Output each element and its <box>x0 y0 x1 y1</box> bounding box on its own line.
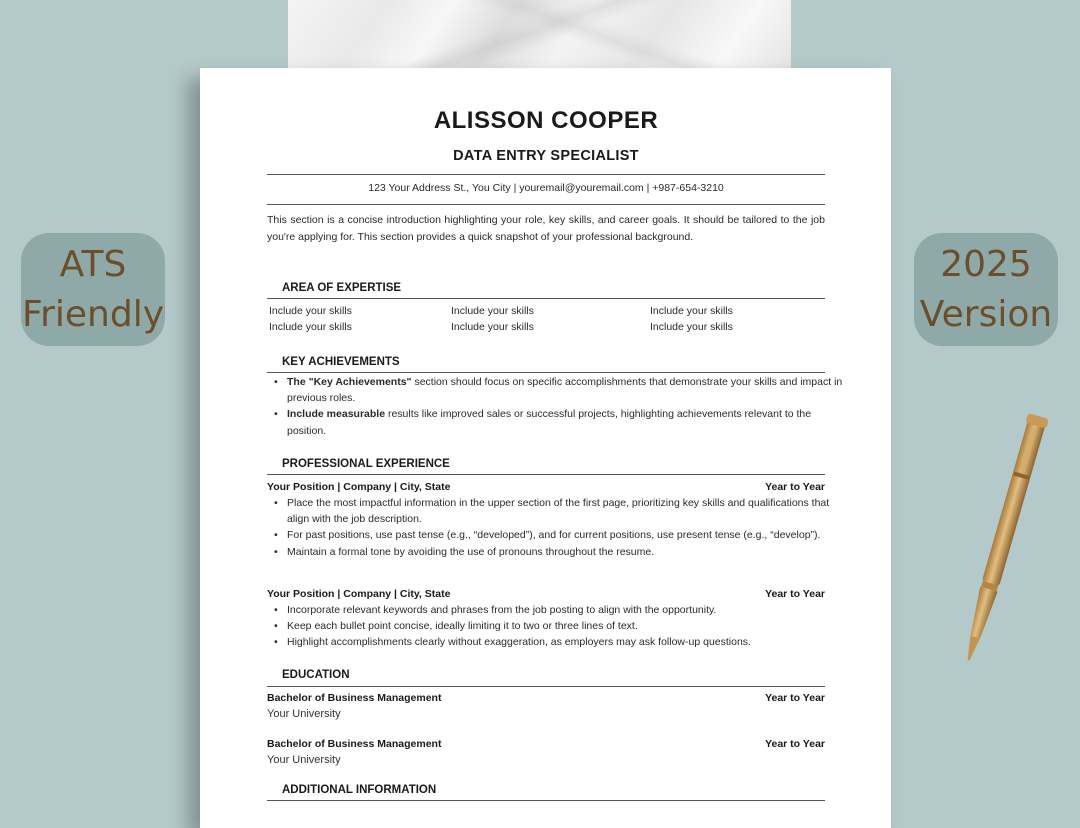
school: Your University <box>267 708 341 720</box>
section-heading-achievements: KEY ACHIEVEMENTS <box>282 356 400 368</box>
skill-item: Include your skills <box>650 305 733 317</box>
bullet-text: results like improved sales or successful projects, highlighting achievements relevant to the position. <box>287 408 812 437</box>
list-item: • Highlight accomplishments clearly without exaggeration, as employers may ask follow-up questions. <box>287 634 845 650</box>
section-heading-expertise: AREA OF EXPERTISE <box>282 282 402 294</box>
skill-item: Include your skills <box>650 321 733 333</box>
degree: Bachelor of Business Management <box>267 738 442 750</box>
bold-lead: The "Key Achievements" <box>287 376 412 388</box>
list-item: • For past positions, use past tense (e.g., “developed”), and for current positions, use present tense (e.g., “develop”). <box>287 527 845 543</box>
section-heading-experience: PROFESSIONAL EXPERIENCE <box>282 458 450 470</box>
list-item: • Place the most impactful information in the upper section of the first page, prioritizing key skills and qualifications that align with the job description. <box>287 495 845 527</box>
resume-job-title: DATA ENTRY SPECIALIST <box>453 148 639 164</box>
education-years: Year to Year <box>765 738 825 750</box>
job-position: Your Position | Company | City, State <box>267 588 451 600</box>
summary-paragraph: This section is a concise introduction highlighting your role, key skills, and career goals. It should be tailored to the job you're applying for. This section provides a quick snapshot of your professional background. <box>267 214 825 243</box>
section-heading-education: EDUCATION <box>282 669 350 681</box>
list-item: • Maintain a formal tone by avoiding the use of pronouns throughout the resume. <box>287 544 845 560</box>
resume-name: ALISSON COOPER <box>433 107 659 134</box>
badge-line: 2025 <box>940 243 1032 285</box>
bullet-text: section should focus on specific accomplishments that demonstrate your skills and impact in previous roles. <box>287 376 843 405</box>
badge-line: Version <box>919 293 1053 335</box>
skill-item: Include your skills <box>269 321 352 333</box>
list-item: • Keep each bullet point concise, ideally limiting it to two or three lines of text. <box>287 618 845 634</box>
section-heading-additional: ADDITIONAL INFORMATION <box>282 784 437 796</box>
list-item: • Incorporate relevant keywords and phrases from the job posting to align with the opportunity. <box>287 602 845 618</box>
skill-item: Include your skills <box>451 321 534 333</box>
school: Your University <box>267 754 341 766</box>
job-years: Year to Year <box>765 481 825 493</box>
badge-line: Friendly <box>21 293 164 335</box>
skill-item: Include your skills <box>451 305 534 317</box>
degree: Bachelor of Business Management <box>267 692 442 704</box>
skill-item: Include your skills <box>269 305 352 317</box>
contact-line: 123 Your Address St., You City | youremail@youremail.com | +987-654-3210 <box>368 182 724 194</box>
bold-lead: Include measurable <box>287 408 386 421</box>
education-years: Year to Year <box>765 692 825 704</box>
badge-line: ATS <box>59 243 127 285</box>
job-position: Your Position | Company | City, State <box>267 481 451 493</box>
job-years: Year to Year <box>765 588 825 600</box>
